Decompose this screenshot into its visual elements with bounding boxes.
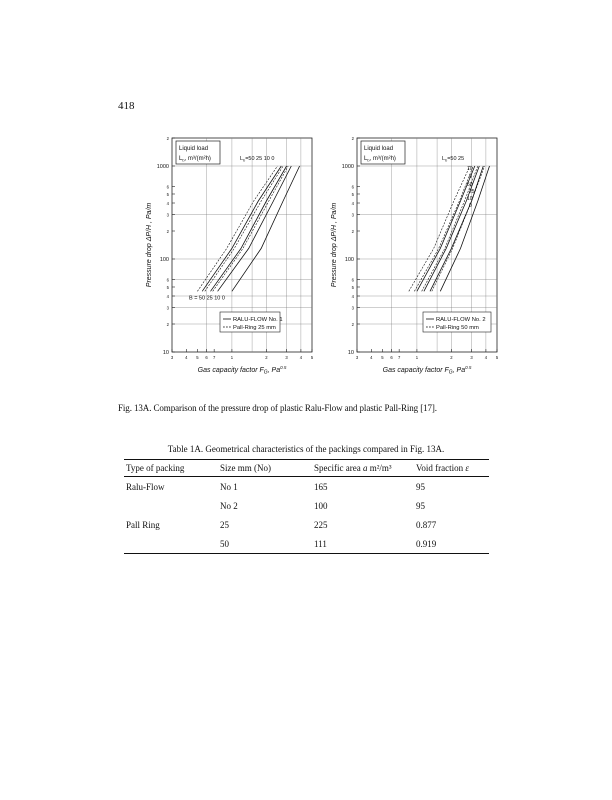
- legend-label: RALU-FLOW No. 1: [233, 317, 283, 323]
- y-tick-label: 6: [351, 184, 354, 190]
- x-axis-label-main: Gas capacity factor F: [197, 367, 264, 374]
- y-tick-label: 2: [166, 136, 169, 141]
- packing-table: [124, 459, 489, 554]
- header-void: [414, 460, 489, 477]
- y-tick-label: 10: [347, 350, 354, 356]
- liquid-load-sub: b: [367, 157, 370, 163]
- header-void-prefix: Void fraction: [416, 463, 466, 473]
- right-series-label: 25: [469, 189, 475, 195]
- liquid-load-unit: [179, 156, 211, 163]
- cell-type: Pall Ring: [126, 519, 160, 530]
- x-tick-label: 3: [355, 355, 359, 360]
- ralu-flow-curve: [440, 166, 489, 291]
- y-tick-label: 100: [159, 256, 169, 263]
- x-tick-label: 3: [170, 355, 174, 360]
- ralu-flow-curve: [211, 166, 287, 291]
- figure-13a: [140, 130, 500, 380]
- cell-area: 165: [314, 481, 328, 492]
- cell-type: [124, 496, 218, 515]
- x-axis-label: [198, 365, 287, 376]
- cell-area: 111: [312, 534, 414, 554]
- top-series-sub: b: [445, 158, 448, 163]
- x-axis-label-unit: , Pa: [452, 367, 466, 374]
- y-tick-label: 2: [166, 229, 169, 235]
- legend-label: RALU-FLOW No. 2: [436, 317, 486, 323]
- y-tick-label: 2: [351, 322, 354, 328]
- ralu-flow-curve: [218, 166, 292, 291]
- liquid-load-symbol: L: [364, 156, 368, 162]
- y-tick-label: 2: [166, 322, 169, 328]
- y-tick-label: 4: [351, 294, 354, 300]
- chart-right: [325, 130, 500, 380]
- y-tick-label: 6: [351, 277, 354, 283]
- y-tick-label: 6: [166, 184, 169, 190]
- x-tick-label: 4: [370, 355, 373, 360]
- x-tick-label: 4: [484, 355, 488, 360]
- y-tick-label: 4: [166, 294, 169, 300]
- header-area-prefix: Specific area: [314, 463, 363, 473]
- top-series-sub: b: [243, 158, 246, 163]
- x-axis-label-sub: G: [448, 369, 453, 376]
- cell-area: 225: [314, 519, 328, 530]
- x-axis-label-unit: , Pa: [267, 367, 281, 374]
- liquid-load-symbol: L: [179, 156, 183, 162]
- cell-type: Ralu-Flow: [126, 481, 165, 492]
- cell-void: 95: [416, 500, 425, 511]
- top-series-labels: [240, 156, 274, 162]
- bottom-series-labels: B = 50 25 10 0: [189, 295, 225, 302]
- y-tick-label: 5: [351, 191, 354, 197]
- y-tick-label: 10: [162, 350, 169, 356]
- x-tick-label: 3: [470, 355, 473, 360]
- top-series-labels: [442, 156, 464, 162]
- x-tick-label: 6: [205, 355, 208, 360]
- top-series-symbol: L: [442, 156, 446, 162]
- x-tick-label: 2: [265, 355, 268, 360]
- y-tick-label: 5: [166, 284, 169, 290]
- table-row: [124, 534, 489, 554]
- y-tick-label: 6: [166, 277, 169, 283]
- liquid-load-units: , m³/(m²h): [184, 156, 211, 162]
- y-axis-label: Pressure drop ΔP/H , Pa/m: [146, 202, 153, 288]
- table-caption: Table 1A. Geometrical characteristics of the packings compared in Fig. 13A.: [167, 444, 445, 454]
- y-tick-label: 3: [166, 212, 169, 218]
- pall-ring-curve: [205, 166, 283, 291]
- header-area-var: a: [362, 463, 368, 473]
- table-row: [124, 477, 489, 497]
- page-number: 418: [118, 100, 135, 112]
- cell-size: No 2: [220, 500, 238, 511]
- cell-size: 25: [220, 519, 229, 530]
- y-axis-label: Pressure drop ΔP/H , Pa/m: [331, 202, 338, 288]
- x-tick-label: 5: [381, 355, 384, 360]
- y-tick-label: 2: [351, 136, 354, 141]
- ralu-flow-curve: [232, 166, 300, 291]
- x-tick-label: 7: [212, 355, 216, 360]
- table-header-row: [124, 460, 489, 477]
- header-size: Size mm (No): [218, 460, 312, 477]
- x-tick-label: 3: [285, 355, 288, 360]
- pall-ring-curve: [414, 166, 473, 291]
- top-series-values: =50 25 10 0: [245, 156, 275, 162]
- cell-void: 0.919: [414, 534, 489, 554]
- liquid-load-sub: b: [182, 157, 185, 163]
- cell-size: No 1: [220, 481, 238, 492]
- y-tick-label: 3: [351, 305, 354, 311]
- header-area-unit: m²/m³: [367, 463, 392, 473]
- x-axis-label-sup: 0.5: [280, 365, 287, 370]
- cell-area: 100: [314, 500, 328, 511]
- legend-label: Pall-Ring 50 mm: [436, 325, 479, 331]
- x-tick-label: 1: [415, 355, 419, 360]
- x-tick-label: 4: [299, 355, 303, 360]
- x-tick-label: 5: [310, 355, 314, 360]
- x-tick-label: 5: [196, 355, 199, 360]
- right-series-label: 50: [467, 182, 473, 188]
- x-axis-label: [383, 365, 472, 376]
- x-tick-label: 7: [397, 355, 401, 360]
- top-series-values: =50 25: [447, 156, 465, 162]
- y-tick-label: 5: [166, 191, 169, 197]
- legend-label: Pall-Ring 25 mm: [233, 325, 276, 331]
- x-axis-label-main: Gas capacity factor F: [382, 367, 449, 374]
- table-row: [124, 496, 489, 515]
- liquid-load-unit: [364, 156, 396, 163]
- cell-void: 95: [416, 481, 425, 492]
- pall-ring-curve: [197, 166, 277, 291]
- ralu-flow-curve: [202, 166, 281, 291]
- cell-type: [124, 534, 218, 554]
- right-series-label: 0: [469, 174, 472, 180]
- figure-caption: Fig. 13A. Comparison of the pressure drop of plastic Ralu-Flow and plastic Pall-Ring [17].: [118, 403, 437, 413]
- cell-size: 50: [218, 534, 312, 554]
- chart-left: [140, 130, 315, 380]
- right-series-label: 10: [467, 166, 473, 172]
- liquid-load-label: Liquid load: [179, 146, 209, 152]
- header-type: Type of packing: [124, 460, 218, 477]
- liquid-load-units: , m³/(m²h): [369, 156, 396, 162]
- y-tick-label: 4: [166, 201, 169, 207]
- header-void-symbol: ε: [465, 463, 469, 473]
- y-tick-label: 2: [351, 229, 354, 235]
- y-tick-label: 1000: [341, 163, 354, 170]
- ralu-flow-curve: [430, 166, 483, 291]
- top-series-symbol: L: [240, 156, 244, 162]
- table-row: [124, 515, 489, 534]
- right-series-label: 0: [469, 203, 472, 209]
- x-tick-label: 1: [230, 355, 234, 360]
- header-area: [312, 460, 414, 477]
- x-tick-label: 2: [450, 355, 453, 360]
- y-tick-label: 100: [344, 256, 354, 263]
- x-tick-label: 6: [390, 355, 393, 360]
- x-tick-label: 4: [185, 355, 188, 360]
- y-tick-label: 5: [351, 284, 354, 290]
- y-tick-label: 3: [351, 212, 354, 218]
- x-axis-label-sup: 0.5: [465, 365, 472, 370]
- cell-void: 0.877: [416, 519, 437, 530]
- y-tick-label: 4: [351, 201, 354, 207]
- x-axis-label-sub: G: [263, 369, 268, 376]
- liquid-load-label: Liquid load: [364, 146, 394, 152]
- x-tick-label: 5: [495, 355, 499, 360]
- y-tick-label: 1000: [156, 163, 169, 170]
- y-tick-label: 3: [166, 305, 169, 311]
- right-series-label: 10: [467, 196, 473, 202]
